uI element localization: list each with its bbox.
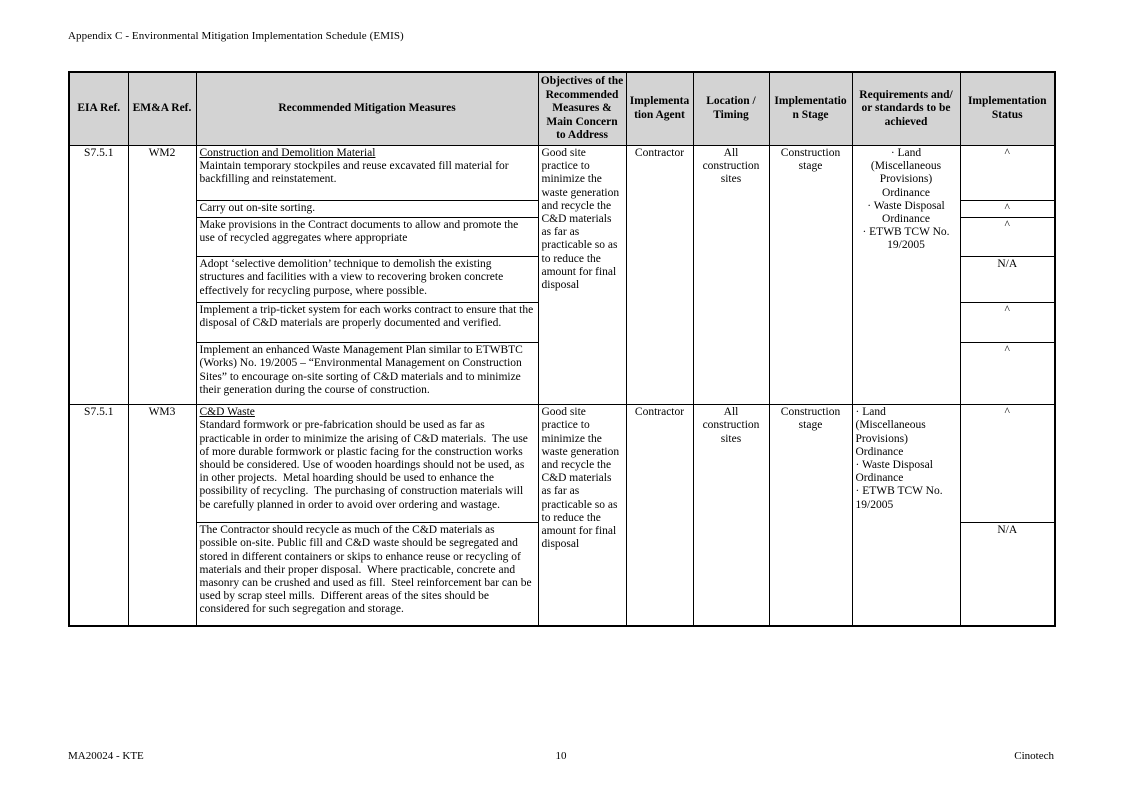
measure-text: Implement a trip-ticket system for each works contract to ensure that the disposal of C&D materials are properly documented and verified. [199,304,537,330]
measure-text: Make provisions in the Contract documents to allow and promote the use of recycled aggregates where appropriate [199,219,522,245]
objectives-cell: Good site practice to minimize the waste generation and recycle the C&D materials as far as practicable so as to reduce the amount for final disposal [538,145,626,404]
measure-text: The Contractor should recycle as much of the C&D materials as possible on-site. Public fill and C&D waste should be segregated and stored in different containers or skips to enhance reuse or recycling of materials and their proper disposal. Where practicable, concrete and masonry can be crushed and used as fill. Steel reinforcement bar can be used by scrap steel mills. Different areas of the sites should be considered for such segregation and storage. [199,524,535,616]
status-cell: N/A [960,523,1055,626]
requirement-item: · Land (Miscellaneous Provisions) Ordinance [870,146,942,199]
measure-text: Implement an enhanced Waste Management Plan similar to ETWBTC (Works) No. 19/2005 – “Environmental Management on Construction Sites” to encourage on-site sorting of C&D materials and to minimize their generation during the course of construction. [199,344,526,396]
measure-cell [196,523,538,626]
agent-cell: Contractor [626,405,693,626]
requirements-cell [852,405,960,626]
measure-text: Standard formwork or pre-fabrication should be used as far as practicable in order to minimize the arising of C&D materials. The use of more durable formwork or plastic facing for the construction works should be considered. Use of wooden hoardings should not be used, as in other projects. Metal hoarding should be used to enhance the possibility of recycling. The purchasing of construction materials will be carefully planned in order to avoid over ordering and wastage. [199,419,531,511]
measure-heading: C&D Waste [199,406,255,419]
col-header-requirements: Requirements and/ or standards to be achieved [852,72,960,145]
requirement-item: · Land (Miscellaneous Provisions) Ordinance [855,406,926,458]
location-cell: All construction sites [693,145,769,404]
measure-cell [196,405,538,523]
agent-cell: Contractor [626,145,693,404]
status-cell: ^ [960,343,1055,405]
table-row [69,405,1055,523]
status-cell: ^ [960,200,1055,217]
col-header-stage: Implementation Stage [769,72,852,145]
table-row [69,145,1055,200]
footer-company: Cinotech [1014,750,1054,762]
col-header-objectives: Objectives of the Recommended Measures & Main Concern to Address [538,72,626,145]
requirement-item: · ETWB TCW No. 19/2005 [855,485,943,511]
objectives-cell: Good site practice to minimize the waste generation and recycle the C&D materials as far as practicable so as to reduce the amount for final disposal [538,405,626,626]
ema-ref-cell: WM3 [128,405,196,626]
measure-cell [196,200,538,217]
status-cell: N/A [960,257,1055,303]
measure-heading: Construction and Demolition Material [199,146,376,159]
measure-cell [196,218,538,257]
col-header-ema-ref: EM&A Ref. [128,72,196,145]
emis-table [68,71,1056,627]
measure-text: Carry out on-site sorting. [199,201,316,214]
status-cell: ^ [960,303,1055,343]
measure-cell [196,145,538,200]
col-header-location-timing: Location / Timing [693,72,769,145]
col-header-measures: Recommended Mitigation Measures [196,72,538,145]
eia-ref-cell: S7.5.1 [69,405,128,626]
status-cell: ^ [960,405,1055,523]
col-header-agent: Implementation Agent [626,72,693,145]
measure-cell [196,257,538,303]
stage-cell: Construction stage [769,405,852,626]
stage-cell: Construction stage [769,145,852,404]
measure-cell [196,303,538,343]
table-header-row [69,72,1055,145]
measure-text: Adopt ‘selective demolition’ technique to demolish the existing structures and facilities with a view to recovering broken concrete effectively for recycling purpose, where possible. [199,258,507,297]
location-cell: All construction sites [693,405,769,626]
footer-project-ref: MA20024 - KTE [68,750,144,762]
col-header-eia-ref: EIA Ref. [69,72,128,145]
eia-ref-cell: S7.5.1 [69,145,128,404]
ema-ref-cell: WM2 [128,145,196,404]
requirement-item: · ETWB TCW No. 19/2005 [862,226,950,252]
status-cell: ^ [960,218,1055,257]
requirements-cell [852,145,960,404]
appendix-title: Appendix C - Environmental Mitigation Implementation Schedule (EMIS) [68,30,404,42]
requirement-item: · Waste Disposal Ordinance [867,199,945,225]
requirement-item: · Waste Disposal Ordinance [855,458,933,485]
page-number: 10 [555,750,567,762]
measure-text: Maintain temporary stockpiles and reuse excavated fill material for backfilling and reinstatement. [199,160,512,186]
status-cell: ^ [960,145,1055,200]
measure-cell [196,343,538,405]
col-header-status: Implementation Status [960,72,1055,145]
